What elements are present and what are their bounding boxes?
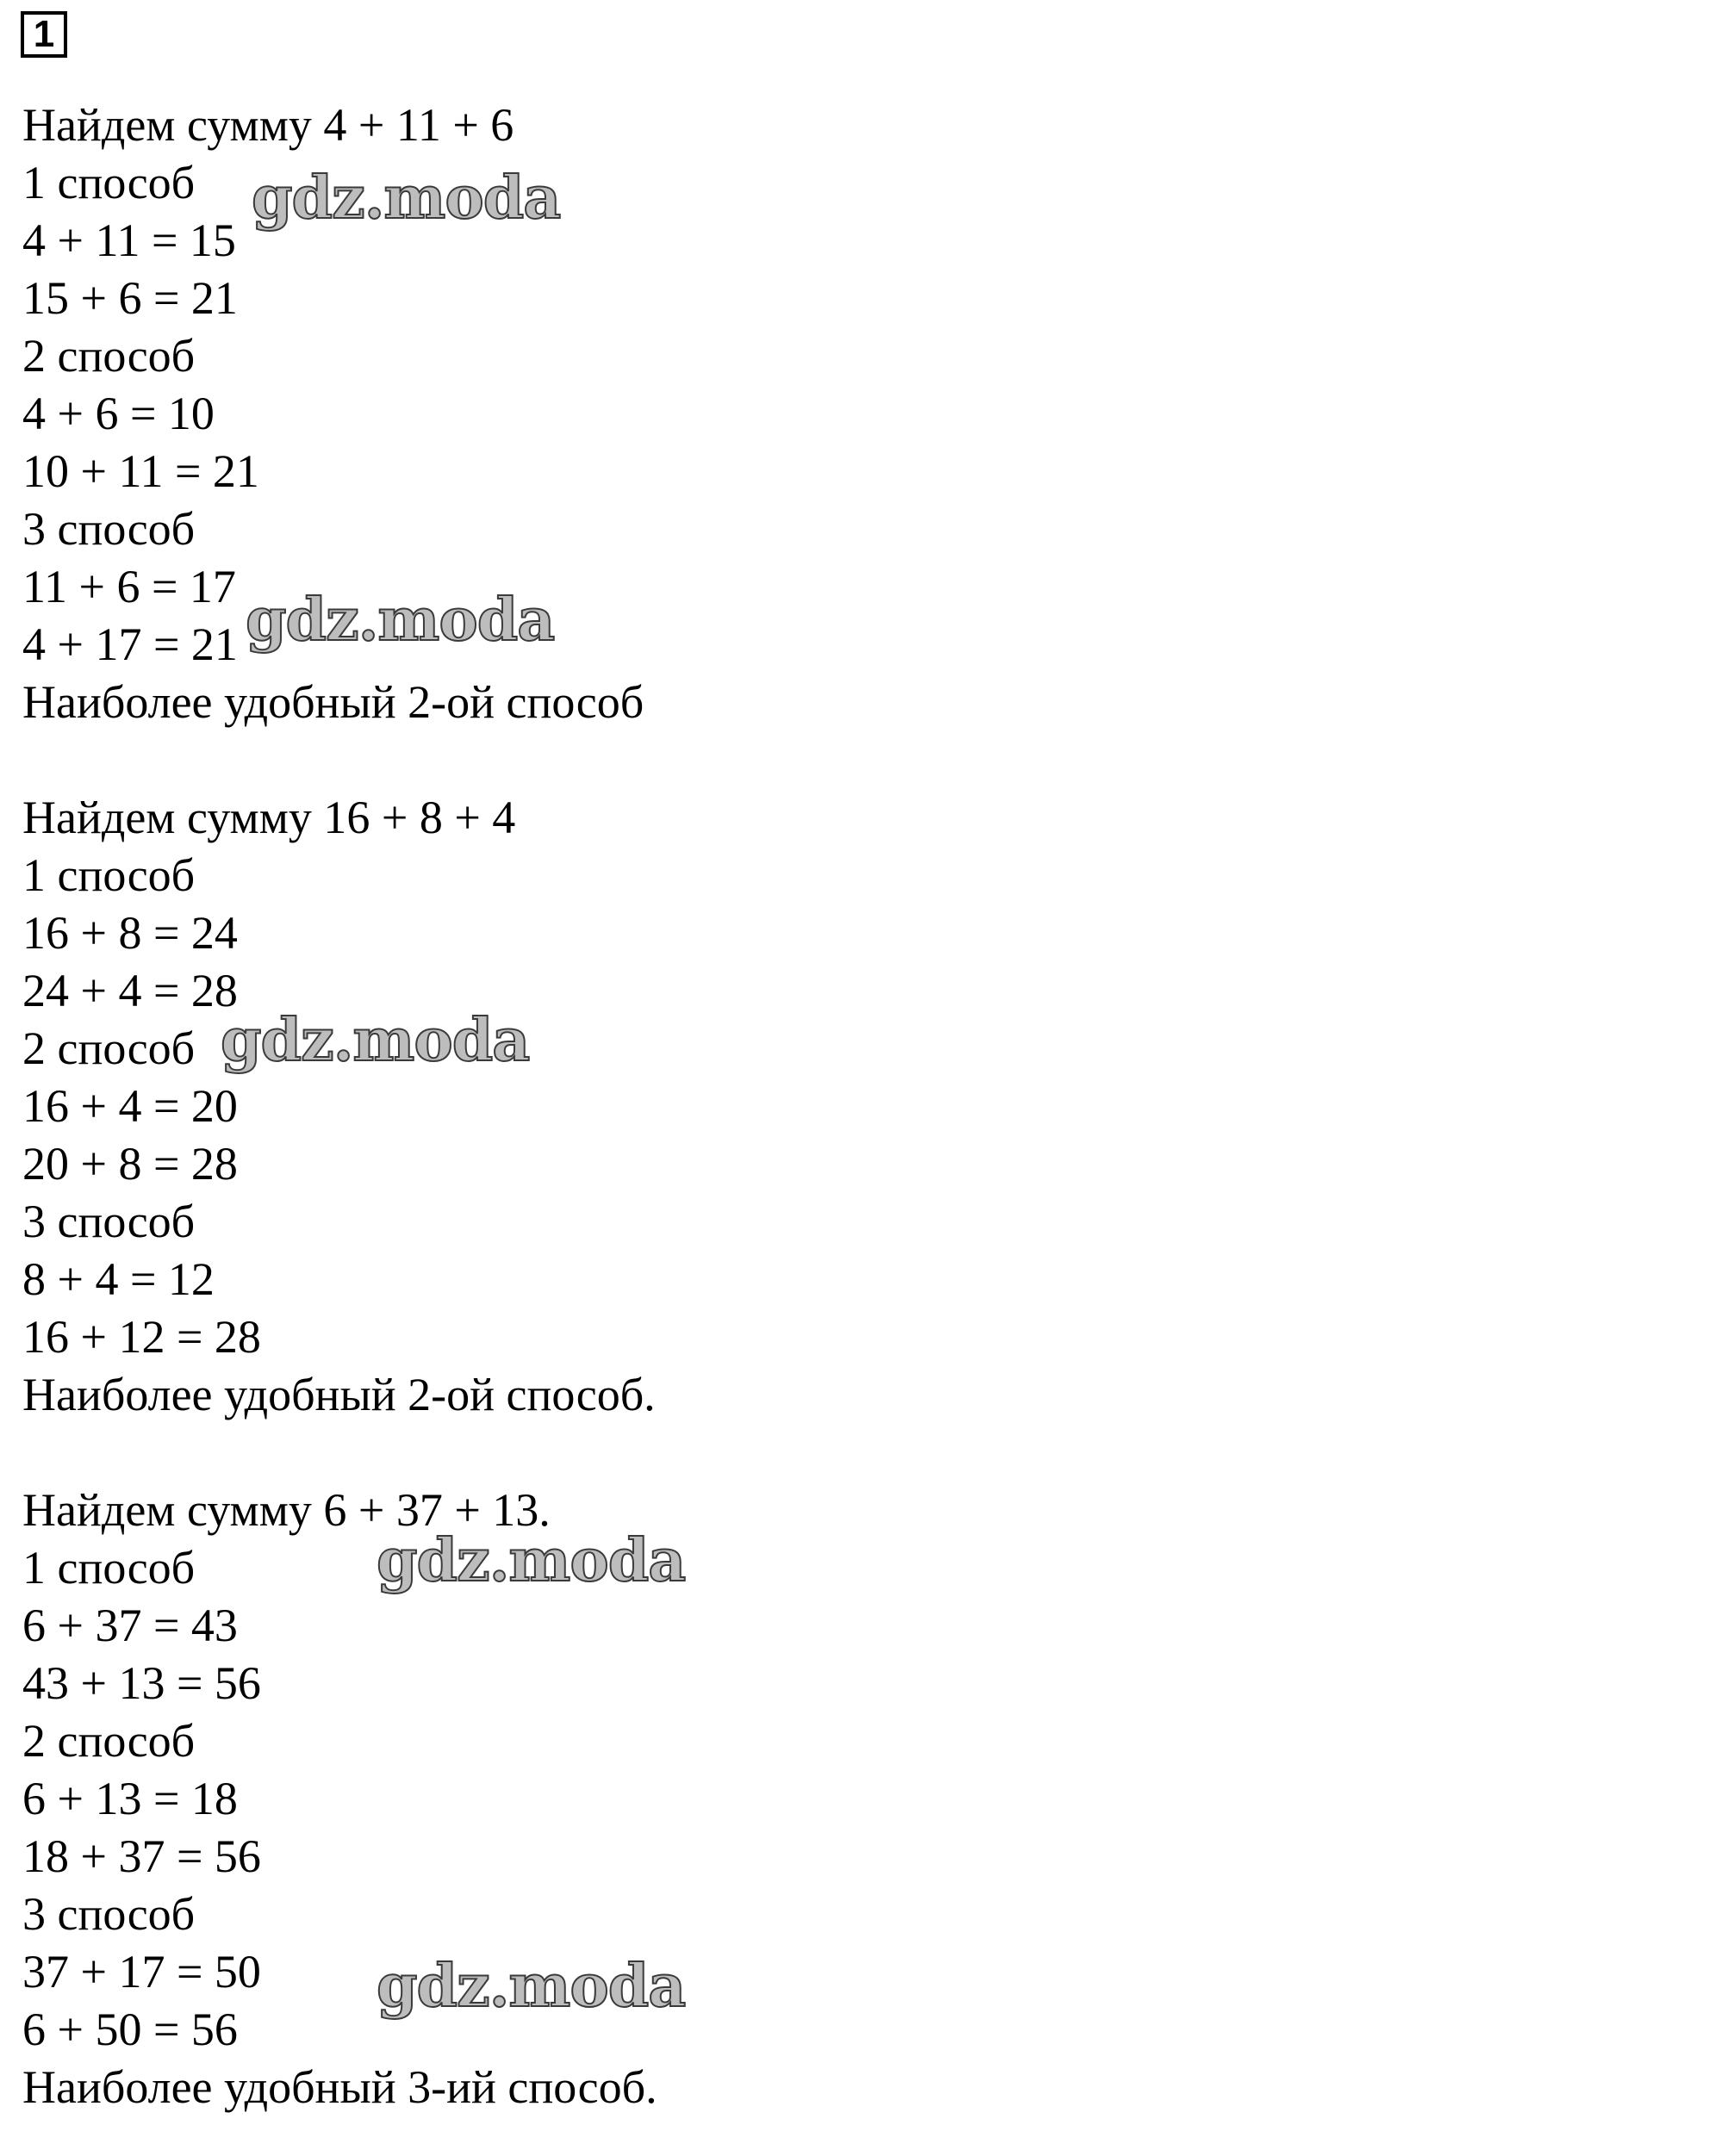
equation-line: 4 + 6 = 10: [22, 388, 215, 439]
method-label: 2 способ: [22, 1715, 196, 1767]
method-label: 1 способ: [22, 849, 196, 901]
method-label: 3 способ: [22, 503, 196, 555]
watermark-logo: gdz.moda: [377, 1526, 686, 1595]
equation-line: 15 + 6 = 21: [22, 272, 238, 324]
equation-line: 16 + 8 = 24: [22, 907, 238, 959]
section-3-conclusion: Наиболее удобный 3-ий способ.: [22, 2061, 657, 2113]
equation-line: 11 + 6 = 17: [22, 561, 236, 612]
method-label: 2 способ: [22, 1022, 196, 1074]
equation-line: 16 + 4 = 20: [22, 1080, 238, 1132]
equation-line: 20 + 8 = 28: [22, 1138, 238, 1190]
method-label: 2 способ: [22, 330, 196, 382]
equation-line: 18 + 37 = 56: [22, 1830, 261, 1882]
section-spacer: [22, 731, 1659, 789]
watermark-logo: gdz.moda: [246, 586, 555, 655]
equation-line: 43 + 13 = 56: [22, 1657, 261, 1709]
section-1-conclusion: Наиболее удобный 2-ой способ: [22, 676, 644, 728]
section-3-heading: Найдем сумму 6 + 37 + 13.: [22, 1484, 551, 1536]
equation-line: 6 + 37 = 43: [22, 1600, 238, 1651]
equation-line: 24 + 4 = 28: [22, 965, 238, 1016]
task-number-box: 1: [21, 11, 67, 58]
method-label: 1 способ: [22, 1542, 196, 1594]
method-label: 3 способ: [22, 1196, 196, 1247]
equation-line: 10 + 11 = 21: [22, 445, 259, 497]
method-label: 3 способ: [22, 1888, 196, 1940]
solution-text: [22, 96, 1659, 2116]
equation-line: 4 + 17 = 21: [22, 618, 238, 670]
equation-line: 6 + 13 = 18: [22, 1773, 238, 1824]
solution-section-3: [22, 1482, 1659, 2116]
equation-line: 16 + 12 = 28: [22, 1311, 261, 1363]
section-2-heading: Найдем сумму 16 + 8 + 4: [22, 792, 516, 843]
equation-line: 8 + 4 = 12: [22, 1253, 215, 1305]
watermark-logo: gdz.moda: [377, 1952, 686, 2021]
solution-section-2: [22, 789, 1659, 1424]
equation-line: 4 + 11 = 15: [22, 214, 236, 266]
equation-line: 6 + 50 = 56: [22, 2004, 238, 2055]
method-label: 1 способ: [22, 157, 196, 208]
section-spacer: [22, 1424, 1659, 1482]
watermark-logo: gdz.moda: [221, 1006, 530, 1075]
section-1-heading: Найдем сумму 4 + 11 + 6: [22, 99, 514, 151]
equation-line: 37 + 17 = 50: [22, 1946, 261, 1998]
section-2-conclusion: Наиболее удобный 2-ой способ.: [22, 1369, 656, 1420]
watermark-logo: gdz.moda: [252, 164, 561, 233]
